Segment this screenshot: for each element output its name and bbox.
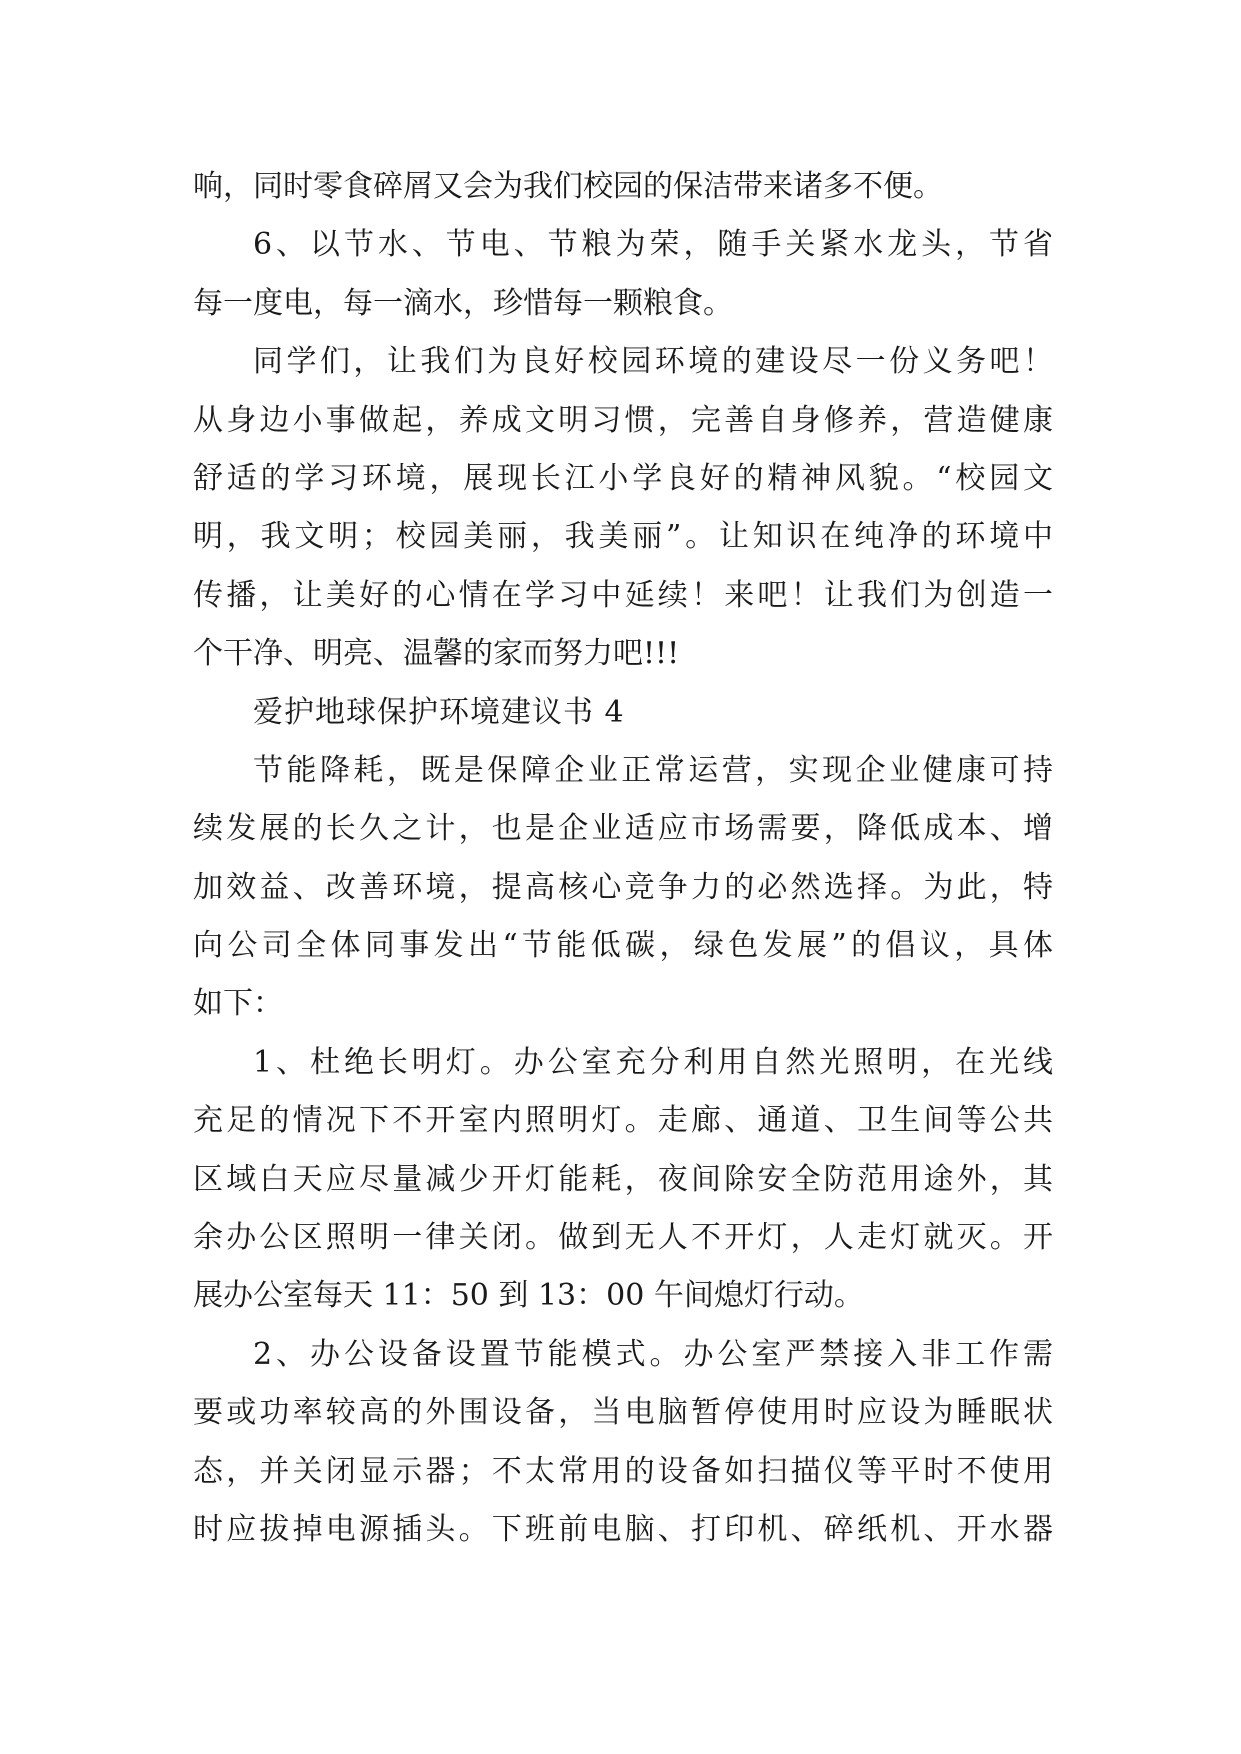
text-line-2: 6、以节水、节电、节粮为荣，随手关紧水龙头，节省	[253, 227, 1053, 263]
text-line-1: 响，同时零食碎屑又会为我们校园的保洁带来诸多不便。	[193, 169, 943, 204]
text-line-16: 1、杜绝长明灯。办公室充分利用自然光照明，在光线	[253, 1044, 1053, 1080]
section-heading: 爱护地球保护环境建议书 4	[253, 694, 625, 730]
text-line-21: 2、办公设备设置节能模式。办公室严禁接入非工作需	[253, 1336, 1053, 1372]
text-line-18: 区域白天应尽量减少开灯能耗，夜间除安全防范用途外，其	[193, 1161, 1053, 1197]
text-line-23: 态，并关闭显示器；不太常用的设备如扫描仪等平时不使用	[193, 1453, 1053, 1489]
text-line-8: 传播，让美好的心情在学习中延续！来吧！让我们为创造一	[193, 577, 1053, 613]
text-line-13: 加效益、改善环境，提高核心竞争力的必然选择。为此，特	[193, 869, 1053, 905]
document-page	[193, 158, 1053, 1559]
text-line-15: 如下：	[193, 986, 283, 1022]
text-line-5: 从身边小事做起，养成文明习惯，完善自身修养，营造健康	[193, 402, 1053, 438]
text-line-6: 舒适的学习环境，展现长江小学良好的精神风貌。“校园文	[193, 460, 1053, 496]
text-line-9: 个干净、明亮、温馨的家而努力吧!!!	[193, 636, 680, 672]
text-line-20: 展办公室每天 11：50 到 13：00 午间熄灯行动。	[193, 1278, 864, 1314]
text-line-22: 要或功率较高的外围设备，当电脑暂停使用时应设为睡眠状	[193, 1395, 1053, 1431]
text-line-7: 明，我文明；校园美丽，我美丽”。让知识在纯净的环境中	[193, 519, 1053, 555]
text-line-14: 向公司全体同事发出“节能低碳，绿色发展”的倡议，具体	[193, 928, 1053, 964]
text-line-3: 每一度电，每一滴水，珍惜每一颗粮食。	[193, 285, 733, 321]
text-line-4: 同学们，让我们为良好校园环境的建设尽一份义务吧！	[253, 344, 1053, 380]
text-line-17: 充足的情况下不开室内照明灯。走廊、通道、卫生间等公共	[193, 1103, 1053, 1139]
text-line-24: 时应拔掉电源插头。下班前电脑、打印机、碎纸机、开水器	[193, 1511, 1053, 1547]
text-line-19: 余办公区照明一律关闭。做到无人不开灯，人走灯就灭。开	[193, 1220, 1053, 1256]
text-line-12: 续发展的长久之计，也是企业适应市场需要，降低成本、增	[193, 811, 1053, 847]
text-line-11: 节能降耗，既是保障企业正常运营，实现企业健康可持	[253, 752, 1053, 788]
